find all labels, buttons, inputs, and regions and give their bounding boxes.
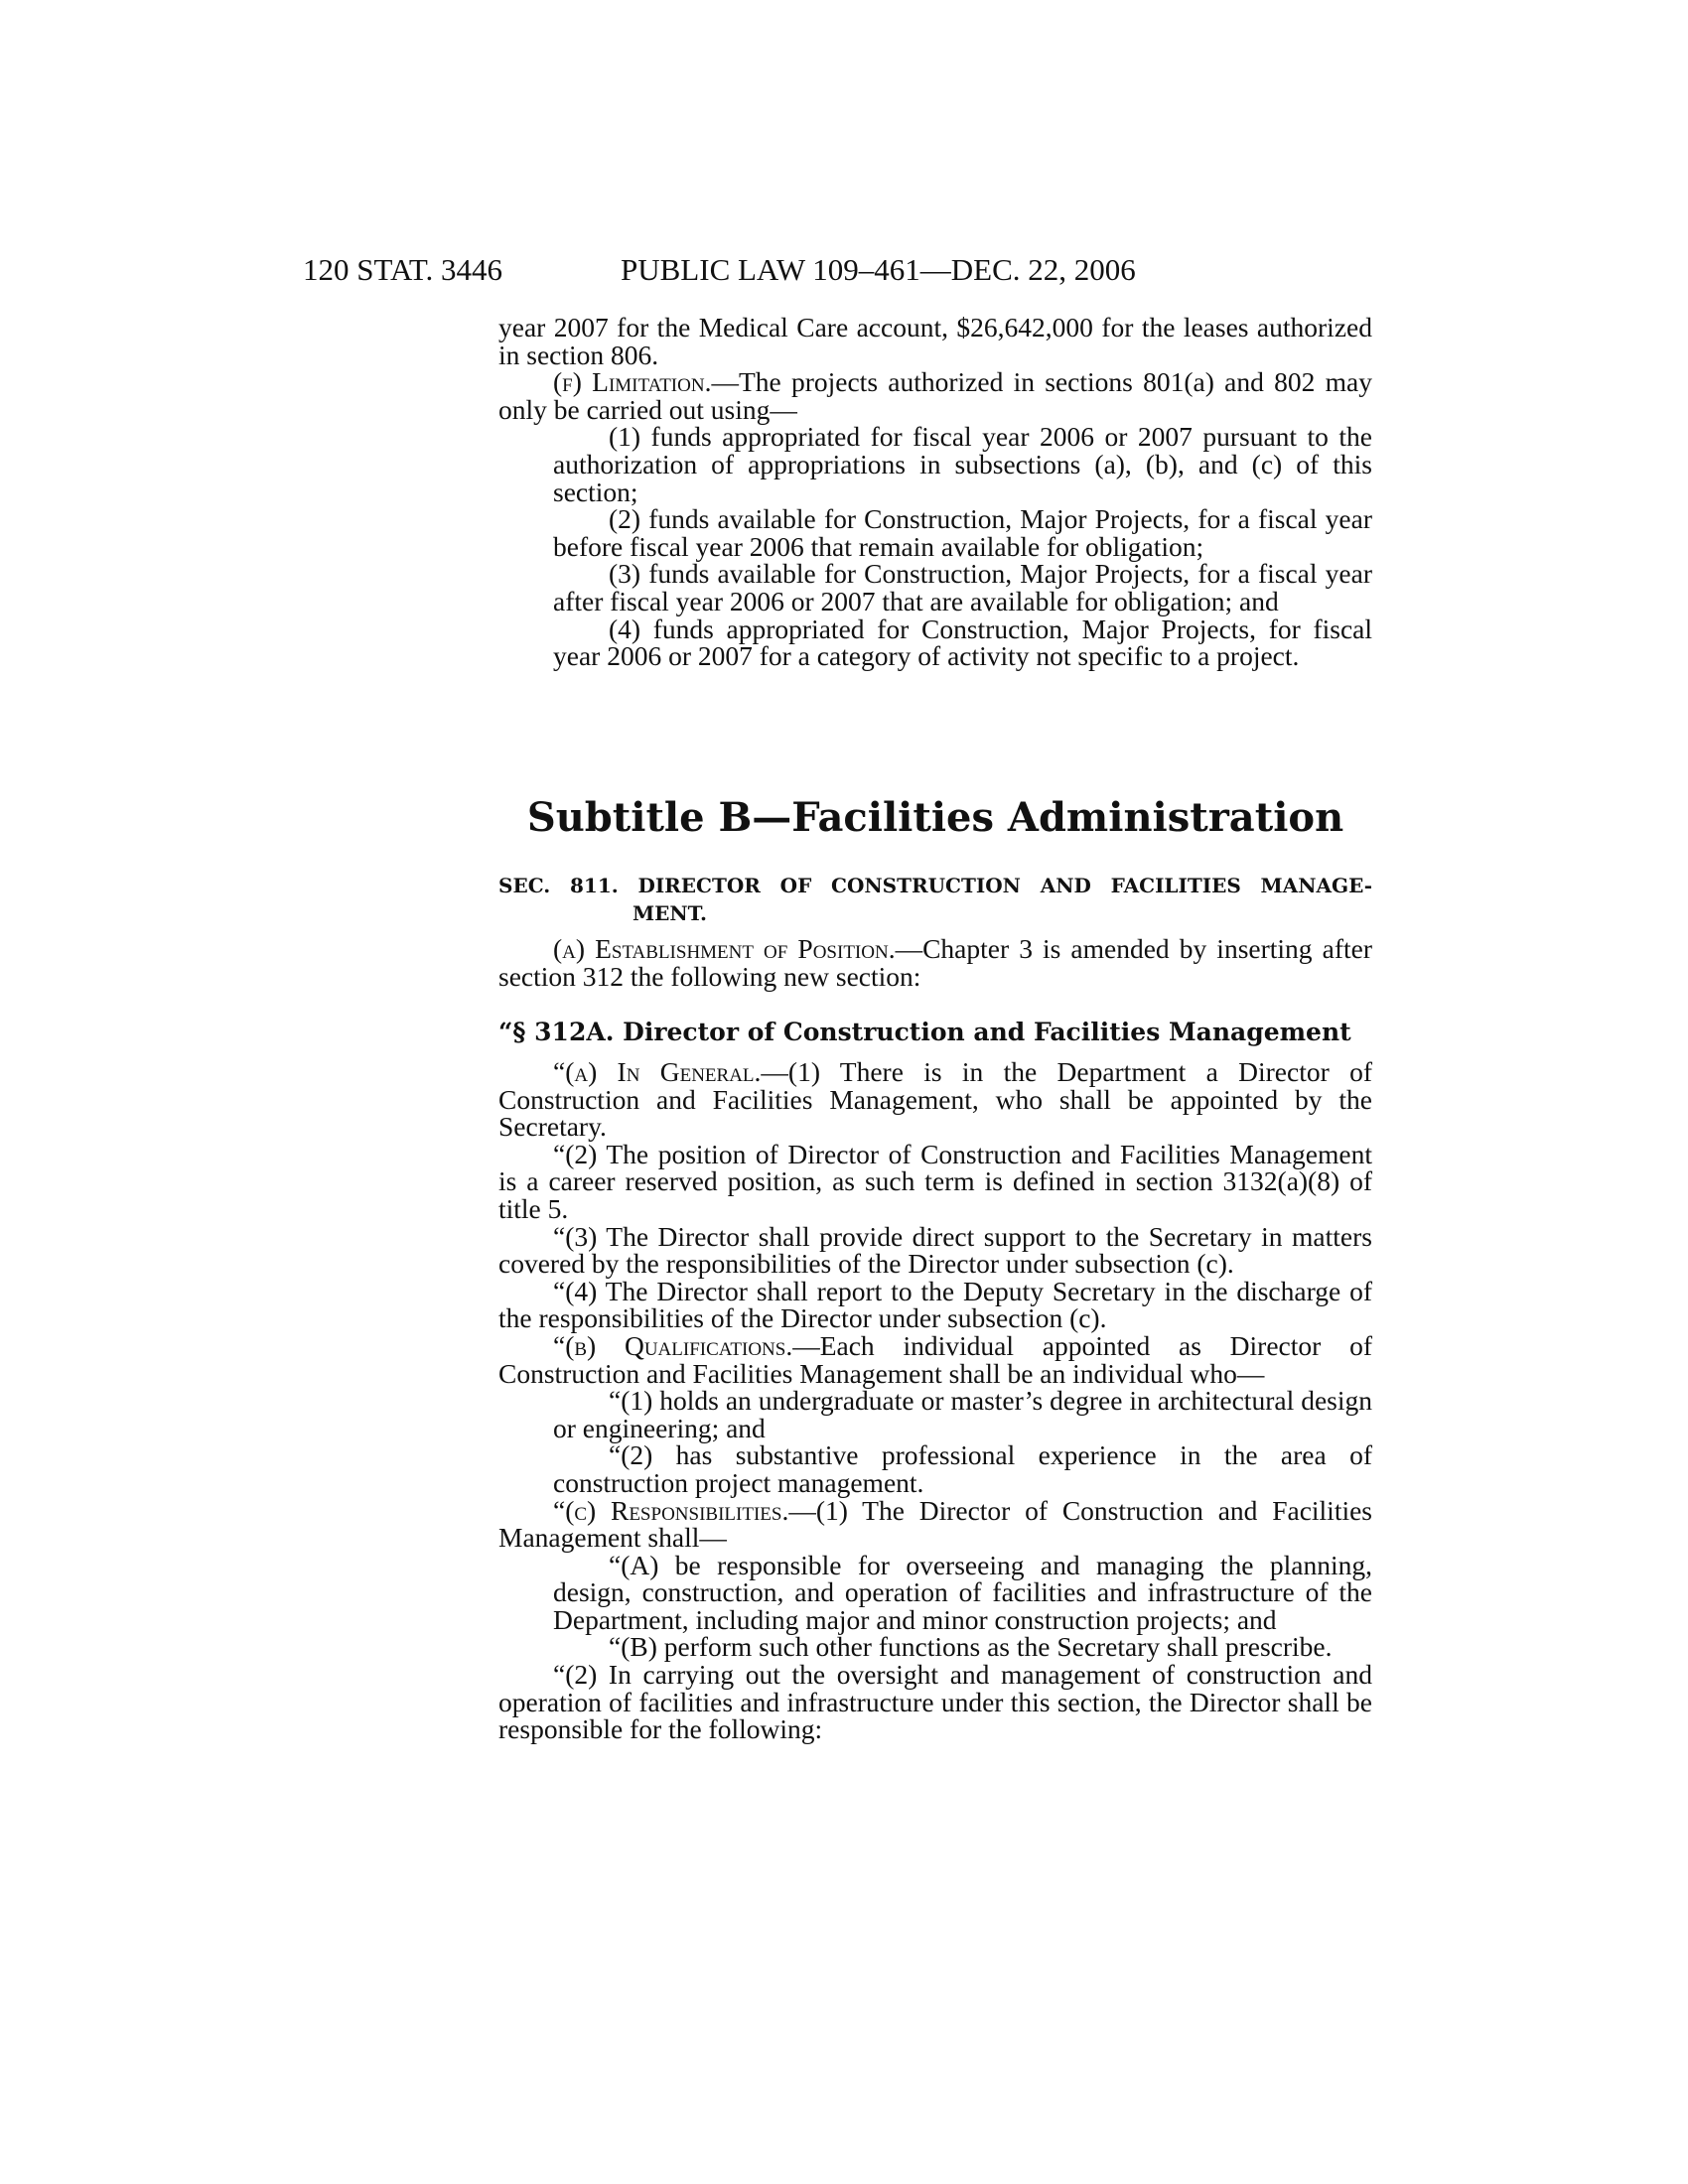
running-header: PUBLIC LAW 109–461—DEC. 22, 2006 [621, 252, 1136, 287]
subsection-c-1 [498, 1494, 1373, 1554]
section-paragraph-a-heading: (a) Establishment of Position. [553, 933, 896, 964]
paragraph-f-heading: (f) Limitation. [553, 366, 712, 398]
section-heading-line: MENT. [633, 901, 707, 925]
subsection-a-1 [498, 1058, 1372, 1141]
subsection-b [498, 1329, 1372, 1389]
section-a-block [498, 935, 1372, 990]
section-paragraph-a-text: —Chapter 3 is amended by inserting after section 312 the following new section: [498, 933, 1372, 992]
paragraph-e-continuation: year 2007 for the Medical Care account, $26,642,000 for the leases authorized in section 806. [498, 312, 1372, 370]
subsection-c-1-B: “(B) perform such other functions as the Secretary shall prescribe. [609, 1631, 1333, 1663]
subsection-b-text: —Each individual appointed as Director of Construction and Facilities Management shall be an individual who— [498, 1329, 1372, 1389]
new-section-body [498, 1058, 1372, 1743]
subsection-a-1-text: —(1) There is in the Department a Director of Construction and Facilities Management, who shall be appointed by the Secretary. [498, 1056, 1372, 1143]
subtitle-heading: Subtitle B—Facilities Administration [526, 794, 1344, 841]
paragraph-f-item: (2) funds available for Construction, Major Projects, for a fiscal year before fiscal year 2006 that remain available for obligation; [553, 503, 1372, 562]
subsection-c-heading: “(c) Responsibilities. [553, 1494, 789, 1526]
paragraph-f-item: (4) funds appropriated for Construction, Major Projects, for fiscal year 2006 or 2007 for a category of activity not specific to a project. [553, 613, 1372, 672]
statute-citation: 120 STAT. 3446 [303, 252, 503, 287]
section-heading [498, 872, 1372, 927]
subsection-b-1: “(1) holds an undergraduate or master’s degree in architectural design or engineering; and [553, 1385, 1372, 1443]
subsection-a-2: “(2) The position of Director of Construction and Facilities Management is a career reserved position, as such term is defined in section 3132(a)(8) of title 5. [498, 1138, 1372, 1224]
subsection-b-heading: “(b) Qualifications. [553, 1329, 793, 1361]
paragraph-f-item: (3) funds available for Construction, Major Projects, for a fiscal year after fiscal year 2006 or 2007 that are available for obligation; and [553, 558, 1372, 616]
section-paragraph-a [498, 935, 1372, 990]
subsection-c-2: “(2) In carrying out the oversight and management of construction and operation of facilities and infrastructure under this section, the Director shall be responsible for the following: [498, 1659, 1372, 1745]
new-section-title: “§ 312A. Director of Construction and Facilities Management [498, 1018, 1351, 1046]
subsection-a-heading: “(a) In General. [553, 1056, 762, 1087]
subsection-c-text: —(1) The Director of Construction and Facilities Management shall— [498, 1494, 1373, 1554]
paragraph-f-text: —The projects authorized in sections 801(a) and 802 may only be carried out using— [498, 366, 1372, 425]
subsection-b-2: “(2) has substantive professional experience in the area of construction project management. [553, 1439, 1372, 1498]
paragraph-f [498, 368, 1372, 423]
paragraph-f-item: (1) funds appropriated for fiscal year 2006 or 2007 pursuant to the authorization of appropriations in subsections (a), (b), and (c) of this section; [553, 421, 1372, 507]
subsection-a-4: “(4) The Director shall report to the Deputy Secretary in the discharge of the responsibilities of the Director under subsection (c). [498, 1275, 1372, 1334]
section-heading-line: SEC. 811. DIRECTOR OF CONSTRUCTION AND FACILITIES MANAGE- [498, 874, 1372, 897]
subsection-a-3: “(3) The Director shall provide direct support to the Secretary in matters covered by the responsibilities of the Director under subsection (c). [498, 1220, 1372, 1280]
top-text-block [498, 314, 1372, 670]
subsection-c-1-A: “(A) be responsible for overseeing and managing the planning, design, construction, and operation of facilities and infrastructure of the Department, including major and minor construction projects; and [553, 1549, 1372, 1635]
